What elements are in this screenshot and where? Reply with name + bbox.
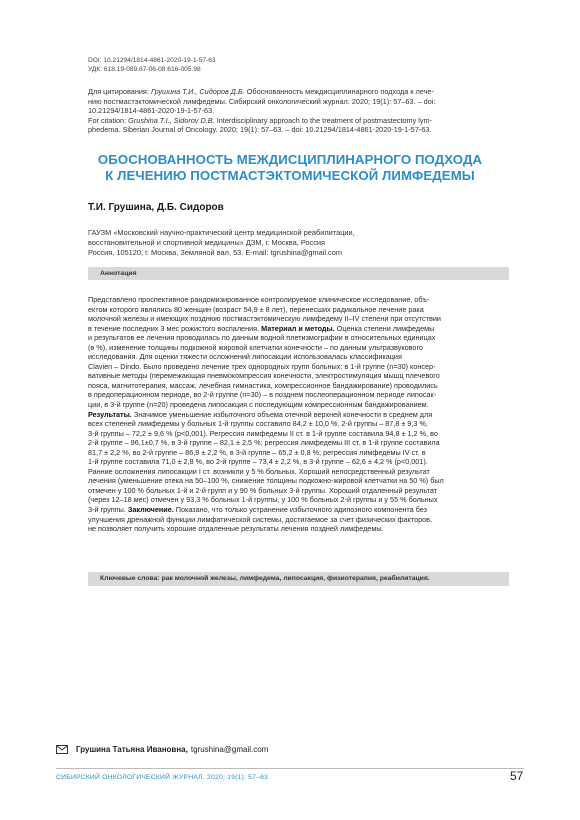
citation-ru: Для цитирования: Грушина Т.И., Сидоров Д.Б. Обоснованность междисциплинарного подхода к лече- нию постмастэктомической лимфедемы. Сибирский онкологический журнал. 2020; 19(1): 57–63. – doi: 10.21294/1814-4861-2020-19-1-57-63. [88,87,436,115]
footer-divider [56,768,524,769]
citation-en: For citation: Grushina T.I., Sidorov D.B. Interdisciplinary approach to the treatment of postmastectomy lym- phedema. Siberian Journal of Oncology. 2020; 19(1): 57–63. – doi: 10.21294/1814-4861-2020-19-1-57-63. [88,115,433,134]
page-number: 57 [510,769,524,783]
keywords: Ключевые слова: рак молочной железы, лимфедема, липосакция, физиотерапия, реабилитация. [88,572,509,586]
correspondence-email[interactable]: tgrushina@gmail.com [190,745,269,754]
abstract-header: Аннотация [88,267,509,280]
envelope-icon [56,745,68,754]
article-authors: Т.И. Грушина, Д.Б. Сидоров [88,202,224,213]
footer-journal: СИБИРСКИЙ ОНКОЛОГИЧЕСКИЙ ЖУРНАЛ. 2020; 19(1): 57–63 [56,774,269,781]
correspondence-author [56,745,268,754]
article-identifiers [88,56,216,74]
author-affiliation: ГАУЗМ «Московский научно-практический центр медицинской реабилитации, восстановительной и спортивной медицины» ДЗМ, г. Москва, Россия Россия, 105120, г. Москва, Земляной вал, 53. E-mail: tgrushina@gmail.com [88,228,355,257]
correspondence-name: Грушина Татьяна Ивановна, [76,745,188,754]
udk-code: УДК: 618.19-089.87-06-08:616-005.98 [88,66,201,73]
article-title: ОБОСНОВАННОСТЬ МЕЖДИСЦИПЛИНАРНОГО ПОДХОДА К ЛЕЧЕНИЮ ПОСТМАСТЭКТОМИЧЕСКОЙ ЛИМФЕДЕМЫ [97,152,483,183]
citation-block [88,87,513,135]
abstract-text: Представлено проспективное рандомизированное контролируемое клиническое исследование, объ- ектом которого являлись 80 женщин (возраст 54,9 ± 8 лет), перенесших радикальное лечение рака молочной железы и имеющих позднюю постмастэктомическую лимфедему II–IV степени при отсутствии в течение последних 3 мес рожистого воспаления. Материал и методы. Оценка степени лимфедемы и результатов ее лечения проводилась по данным водной плетизмографии в относительных единицах (в %), изменение толщины подкожной жировой клетчатки конечности – по данным ультразвукового исследования. Для оценки тяжести осложнений липосакции использовалась классификация Clavien – Dindo. Было проведено лечение трех однородных групп больных: в 1-й группе (n=30) консер- вативные методы (перемежающая пневмокомпрессия конечности, электростимуляция мышц плечевого пояса, магнитотерапия, массаж, лечебная гимнастика, компрессионное бандажирование) проводились в предоперационном периоде, во 2-й группе (n=30) – в позднем послеоперационном периоде липосак- ции, в 3-й группе (n=20) проведена липосакция с последующим компрессионным бандажированием. Результаты. Значимое уменьшение избыточного объема отечной верхней конечности в среднем для всех степеней лимфедемы у больных 1-й группы составило 84,2 ± 10,0 %, 2-й группы – 87,8 ± 9,3 %, 3-й группы – 72,2 ± 9,6 % (р<0,001). Регрессия лимфедемы II ст. в 1-й группе составила 94,8 ± 1,2 %, во 2-й группе – 96,1±0,7 %, в 3-й группе – 82,1 ± 2,5 %; регрессия лимфедемы III ст. в 1-й группе составила 81,7 ± 2,2 %, во 2-й группе – 86,9 ± 2,2 %, в 3-й группе – 65,2 ± 0,8 %; регрессия лимфедемы IV ст. в 1-й группе составила 71,0 ± 2,8 %, во 2-й группе – 73,4 ± 2,2 %, в 3-й группе – 62,6 ± 4,2 % (р<0,001). Ранние осложнения липосакции I ст. возникли у 5 % больных. Хороший непосредственный результат лечения (уменьшение отека на 50–100 %, снижение толщины подкожно-жировой клетчатки на 50 %) был отмечен у 100 % больных 1-й и 2-й групп и у 90 % больных 3-й группы. Хороший отдаленный результат (через 12–18 мес) отмечен у 93,3 % больных 1-й группы, у 100 % больных 2-й группы и у 55 % больных 3-й группы. Заключение. Показано, что только устранение избыточного адипозного компонента без улучшения дренажной функции лимфатической системы, достигаемое за счет физических факторов, не позволяет получить хорошие отдаленные результаты лечения поздней лимфедемы. [88,295,444,534]
doi[interactable]: DOI: 10.21294/1814-4861-2020-19-1-57-63 [88,57,216,64]
